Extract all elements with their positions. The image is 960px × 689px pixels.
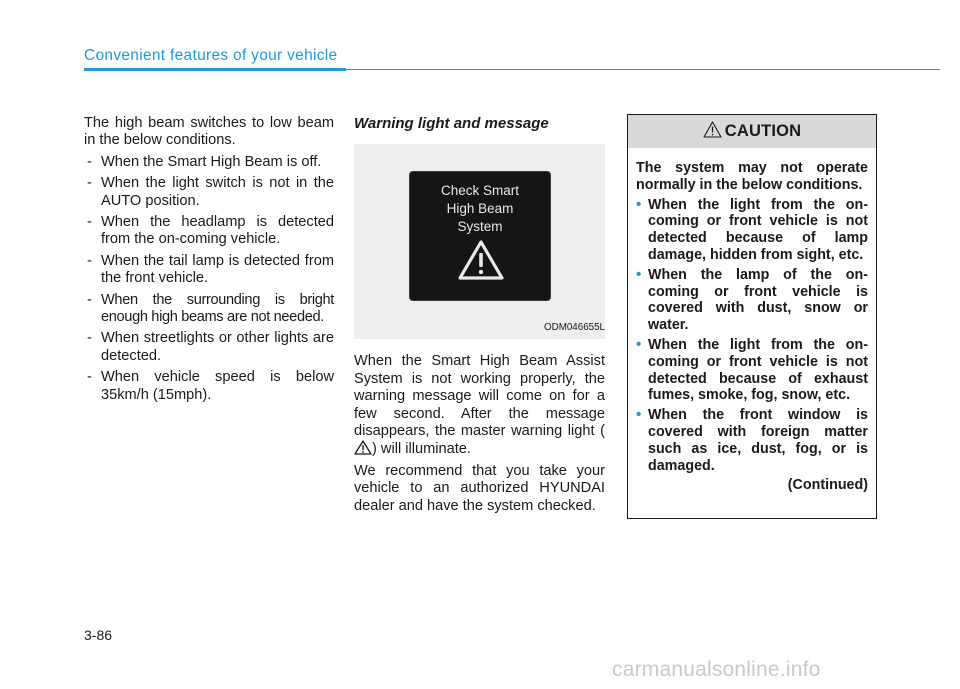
- caution-intro: The system may not operate normally in the below conditions.: [636, 160, 868, 193]
- recommend-paragraph: We recommend that you take your vehicle to an authorized HYUNDAI dealer and have the system checked.: [354, 462, 605, 514]
- display-line: Check Smart: [440, 183, 520, 199]
- section-header: [84, 47, 940, 71]
- header-rule-thick: [84, 68, 346, 71]
- master-warning-icon: [354, 440, 372, 455]
- bullet: •: [636, 195, 642, 213]
- display-message: [410, 182, 550, 236]
- list-item-text: When vehicle speed is below 35km/h (15mph).: [101, 369, 334, 403]
- caution-header: [628, 115, 876, 148]
- list-item-text: When the headlamp is detected from the on-coming vehicle.: [101, 214, 334, 248]
- warning-paragraph-text-1: When the Smart High Beam Assist System is not working properly, the warning message will come on for a few second. After the message disappears, the master warning light (: [354, 353, 605, 440]
- list-item: [84, 369, 334, 404]
- list-dash: -: [87, 252, 92, 269]
- subheading: Warning light and message: [354, 115, 549, 132]
- list-item: [84, 175, 334, 210]
- caution-title: CAUTION: [724, 122, 802, 140]
- watermark: carmanualsonline.info: [612, 658, 821, 681]
- list-dash: -: [87, 291, 92, 308]
- bullet: •: [636, 265, 642, 283]
- warning-paragraph: [354, 353, 605, 458]
- warning-paragraph-text-2: ) will illuminate.: [372, 441, 471, 458]
- caution-triangle-icon: [703, 121, 722, 138]
- list-item: [84, 154, 334, 171]
- bullet: •: [636, 406, 642, 424]
- list-item: [84, 292, 334, 327]
- caution-item-text: When the lamp of the on-coming or front vehicle is covered with dust, snow or water.: [648, 266, 868, 334]
- caution-item-text: When the light from the on-coming or front vehicle is not detected because of lamp damage, hidden from sight, etc.: [648, 196, 868, 263]
- caution-body: [628, 148, 876, 494]
- list-dash: -: [87, 175, 92, 192]
- cluster-figure: [354, 144, 605, 339]
- list-item-text: When the tail lamp is detected from the front vehicle.: [101, 252, 334, 287]
- list-dash: -: [87, 330, 92, 347]
- list-item: [84, 214, 334, 249]
- display-line: System: [457, 219, 503, 235]
- bullet: •: [636, 335, 642, 353]
- caution-item: [636, 407, 868, 474]
- header-rule-thin: [346, 69, 940, 70]
- left-intro-paragraph: The high beam switches to low beam in the below conditions.: [84, 115, 334, 149]
- caution-item-text: When the light from the on-coming or front vehicle is not detected because of exhaust fumes, smoke, fog, snow, etc.: [648, 336, 868, 404]
- list-item-text: When the light switch is not in the AUTO position.: [101, 175, 334, 209]
- list-item: [84, 330, 334, 365]
- figure-code: ODM046655L: [544, 322, 605, 333]
- display-line: High Beam: [446, 201, 514, 217]
- middle-column: [354, 115, 605, 519]
- warning-triangle-icon: [457, 239, 505, 281]
- list-item-text: When the surrounding is bright enough high beams are not needed.: [101, 291, 334, 326]
- list-dash: -: [87, 153, 92, 170]
- list-item-text: When streetlights or other lights are detected.: [101, 330, 334, 364]
- caution-box: [627, 114, 877, 519]
- caution-item: [636, 337, 868, 404]
- page-number: 3-86: [84, 627, 113, 643]
- caution-item: [636, 197, 868, 264]
- continued-label: (Continued): [787, 477, 868, 494]
- section-title: Convenient features of your vehicle: [84, 47, 338, 64]
- cluster-display: [409, 171, 551, 301]
- left-column: [84, 115, 334, 408]
- list-item-text: When the Smart High Beam is off.: [101, 153, 322, 170]
- list-item: [84, 253, 334, 288]
- caution-item: [636, 267, 868, 334]
- list-dash: -: [87, 214, 92, 231]
- list-dash: -: [87, 369, 92, 386]
- caution-item-text: When the front window is covered with foreign matter such as ice, dust, fog, or is damaged.: [648, 407, 868, 474]
